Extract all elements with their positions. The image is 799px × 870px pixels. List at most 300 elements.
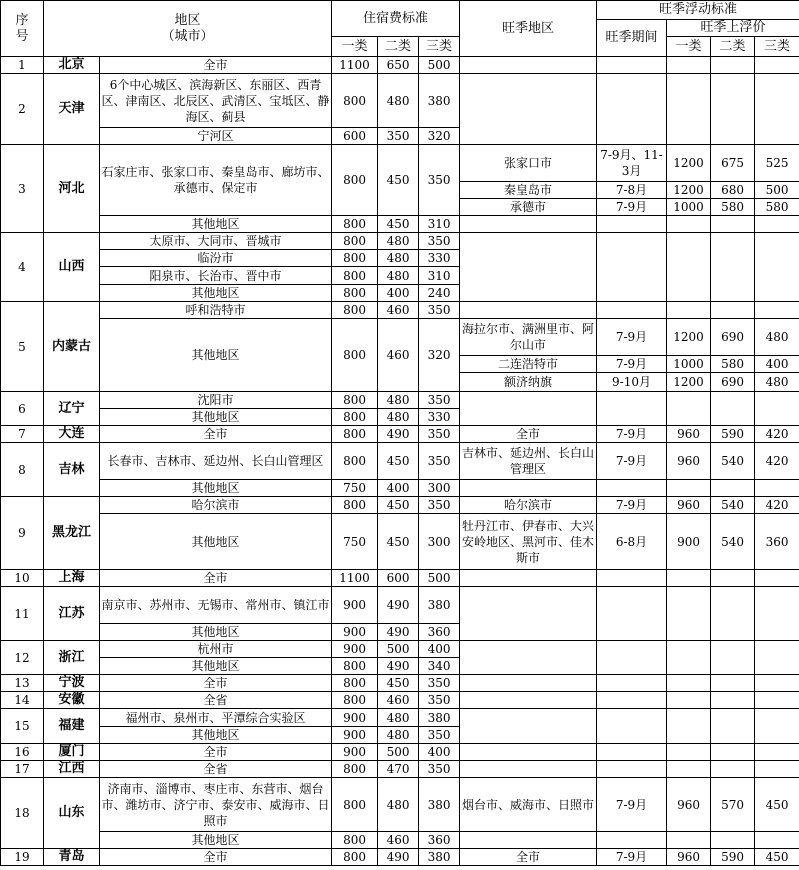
peak-class1-empty — [667, 216, 711, 233]
row-province: 上海 — [44, 570, 100, 587]
row-province: 山西 — [44, 233, 100, 302]
peak-class1-empty — [667, 744, 711, 761]
row-area: 其他地区 — [100, 624, 332, 641]
row-class2: 460 — [378, 302, 419, 319]
peak-region-empty — [460, 233, 597, 302]
row-class2: 600 — [378, 570, 419, 587]
peak-class1-empty — [667, 392, 711, 426]
row-seq: 16 — [1, 744, 44, 761]
row-class2: 480 — [378, 250, 419, 267]
row-class3: 330 — [419, 409, 460, 426]
table-row — [1, 216, 799, 233]
peak-class3: 360 — [755, 514, 799, 570]
peak-period: 7-9月 — [597, 849, 667, 866]
row-province: 内蒙古 — [44, 302, 100, 392]
row-class2: 460 — [378, 832, 419, 849]
row-seq: 2 — [1, 74, 44, 145]
header-peak-class1: 一类 — [667, 37, 711, 57]
row-class1: 800 — [332, 302, 378, 319]
peak-class2: 540 — [711, 514, 755, 570]
row-class3: 350 — [419, 497, 460, 514]
peak-class1-empty — [667, 57, 711, 74]
peak-period: 7-9月 — [597, 497, 667, 514]
peak-class1-empty — [667, 675, 711, 692]
peak-region-empty — [460, 57, 597, 74]
row-class2: 490 — [378, 426, 419, 443]
table-row — [1, 832, 799, 849]
row-seq: 13 — [1, 675, 44, 692]
row-seq: 1 — [1, 57, 44, 74]
row-class3: 350 — [419, 443, 460, 480]
row-class3: 500 — [419, 570, 460, 587]
peak-class2-empty — [711, 832, 755, 849]
peak-class1: 1200 — [667, 182, 711, 199]
peak-period: 7-9月、11-3月 — [597, 145, 667, 182]
peak-region-empty — [460, 587, 597, 641]
peak-class3-empty — [755, 692, 799, 709]
row-area: 全市 — [100, 744, 332, 761]
peak-period-empty — [597, 233, 667, 302]
peak-class3: 525 — [755, 145, 799, 182]
peak-class2-empty — [711, 480, 755, 497]
peak-period: 7-9月 — [597, 356, 667, 373]
row-class1: 800 — [332, 497, 378, 514]
row-class3: 310 — [419, 216, 460, 233]
peak-period-empty — [597, 675, 667, 692]
peak-class2: 580 — [711, 199, 755, 216]
row-class3: 380 — [419, 74, 460, 128]
row-class3: 340 — [419, 658, 460, 675]
row-class1: 800 — [332, 409, 378, 426]
peak-class1-empty — [667, 233, 711, 302]
header-peak-region: 旺季地区 — [460, 1, 597, 57]
row-province: 厦门 — [44, 744, 100, 761]
row-class2: 490 — [378, 587, 419, 624]
row-area: 全市 — [100, 849, 332, 866]
peak-region: 全市 — [460, 849, 597, 866]
row-seq: 4 — [1, 233, 44, 302]
peak-class2-empty — [711, 302, 755, 319]
peak-period-empty — [597, 587, 667, 641]
row-seq: 5 — [1, 302, 44, 392]
row-class3: 350 — [419, 761, 460, 778]
peak-class1-empty — [667, 480, 711, 497]
peak-period-empty — [597, 570, 667, 587]
peak-region: 吉林市、延边州、长白山管理区 — [460, 443, 597, 480]
row-class2: 460 — [378, 692, 419, 709]
peak-region-empty — [460, 480, 597, 497]
row-class3: 310 — [419, 267, 460, 285]
row-class2: 480 — [378, 233, 419, 250]
table-row — [1, 443, 799, 480]
row-class1: 800 — [332, 267, 378, 285]
peak-class2: 580 — [711, 356, 755, 373]
row-class1: 800 — [332, 761, 378, 778]
peak-class1: 1200 — [667, 145, 711, 182]
header-lodging: 住宿费标准 — [332, 1, 460, 37]
peak-class1-empty — [667, 692, 711, 709]
row-area: 其他地区 — [100, 832, 332, 849]
peak-region: 二连浩特市 — [460, 356, 597, 373]
peak-period-empty — [597, 57, 667, 74]
peak-class3-empty — [755, 57, 799, 74]
row-class2: 480 — [378, 778, 419, 832]
peak-class3-empty — [755, 761, 799, 778]
row-class3: 240 — [419, 285, 460, 302]
peak-period-empty — [597, 480, 667, 497]
row-class2: 500 — [378, 744, 419, 761]
peak-class1: 900 — [667, 514, 711, 570]
peak-period-empty — [597, 744, 667, 761]
row-class2: 450 — [378, 145, 419, 216]
peak-class3-empty — [755, 392, 799, 426]
peak-class1-empty — [667, 570, 711, 587]
table-row — [1, 744, 799, 761]
row-class3: 300 — [419, 514, 460, 570]
row-class1: 800 — [332, 74, 378, 128]
row-seq: 7 — [1, 426, 44, 443]
row-class2: 400 — [378, 285, 419, 302]
peak-class2: 570 — [711, 778, 755, 832]
row-class1: 800 — [332, 426, 378, 443]
peak-region-empty — [460, 692, 597, 709]
peak-class1: 960 — [667, 778, 711, 832]
row-class1: 1100 — [332, 57, 378, 74]
row-seq: 17 — [1, 761, 44, 778]
peak-class2-empty — [711, 216, 755, 233]
row-class2: 500 — [378, 641, 419, 658]
row-class3: 380 — [419, 709, 460, 727]
row-class1: 800 — [332, 233, 378, 250]
peak-period-empty — [597, 709, 667, 744]
row-class3: 350 — [419, 727, 460, 744]
peak-class2-empty — [711, 675, 755, 692]
peak-class3: 480 — [755, 319, 799, 356]
peak-region: 烟台市、威海市、日照市 — [460, 778, 597, 832]
row-province: 辽宁 — [44, 392, 100, 426]
row-province: 宁波 — [44, 675, 100, 692]
row-area: 哈尔滨市 — [100, 497, 332, 514]
row-area: 阳泉市、长治市、晋中市 — [100, 267, 332, 285]
row-class1: 800 — [332, 675, 378, 692]
row-province: 山东 — [44, 778, 100, 849]
row-area: 临汾市 — [100, 250, 332, 267]
row-province: 北京 — [44, 57, 100, 74]
table-row — [1, 675, 799, 692]
peak-region: 额济纳旗 — [460, 373, 597, 392]
peak-class2: 680 — [711, 182, 755, 199]
row-area: 其他地区 — [100, 285, 332, 302]
row-seq: 14 — [1, 692, 44, 709]
peak-period: 7-9月 — [597, 199, 667, 216]
row-class2: 480 — [378, 74, 419, 128]
row-class2: 650 — [378, 57, 419, 74]
table-row — [1, 302, 799, 319]
row-class2: 450 — [378, 514, 419, 570]
peak-class2: 590 — [711, 426, 755, 443]
row-seq: 9 — [1, 497, 44, 570]
header-region — [44, 1, 332, 57]
peak-class3-empty — [755, 641, 799, 675]
peak-region-empty — [460, 761, 597, 778]
peak-region-empty — [460, 302, 597, 319]
row-class1: 750 — [332, 480, 378, 497]
row-class1: 800 — [332, 392, 378, 409]
peak-class3: 450 — [755, 849, 799, 866]
row-class3: 350 — [419, 233, 460, 250]
peak-class3: 450 — [755, 778, 799, 832]
row-class3: 350 — [419, 675, 460, 692]
peak-region: 全市 — [460, 426, 597, 443]
row-class2: 480 — [378, 727, 419, 744]
peak-period-empty — [597, 641, 667, 675]
row-class1: 900 — [332, 624, 378, 641]
row-class2: 450 — [378, 675, 419, 692]
peak-class2-empty — [711, 74, 755, 145]
peak-class3-empty — [755, 587, 799, 641]
peak-period-empty — [597, 74, 667, 145]
row-class1: 800 — [332, 216, 378, 233]
row-class1: 1100 — [332, 570, 378, 587]
peak-region-empty — [460, 832, 597, 849]
header-class2: 二类 — [378, 37, 419, 57]
row-class3: 380 — [419, 849, 460, 866]
peak-class1: 1000 — [667, 199, 711, 216]
table-row — [1, 514, 799, 570]
row-area: 其他地区 — [100, 216, 332, 233]
peak-class2: 690 — [711, 373, 755, 392]
peak-class3-empty — [755, 675, 799, 692]
peak-period-empty — [597, 302, 667, 319]
peak-class3: 580 — [755, 199, 799, 216]
row-class1: 800 — [332, 285, 378, 302]
row-seq: 6 — [1, 392, 44, 426]
row-class3: 380 — [419, 778, 460, 832]
row-class3: 350 — [419, 302, 460, 319]
peak-class3: 420 — [755, 426, 799, 443]
table-row — [1, 74, 799, 128]
row-class1: 900 — [332, 727, 378, 744]
row-area: 济南市、淄博市、枣庄市、东营市、烟台市、潍坊市、济宁市、泰安市、威海市、日照市 — [100, 778, 332, 832]
peak-class2-empty — [711, 692, 755, 709]
peak-period-empty — [597, 832, 667, 849]
row-area: 长春市、吉林市、延边州、长白山管理区 — [100, 443, 332, 480]
peak-region: 牡丹江市、伊春市、大兴安岭地区、黑河市、佳木斯市 — [460, 514, 597, 570]
row-class1: 800 — [332, 250, 378, 267]
row-area: 其他地区 — [100, 514, 332, 570]
row-class3: 350 — [419, 692, 460, 709]
table-row — [1, 145, 799, 182]
row-class2: 350 — [378, 128, 419, 145]
row-class2: 490 — [378, 624, 419, 641]
peak-class2: 690 — [711, 319, 755, 356]
peak-class3-empty — [755, 216, 799, 233]
peak-class2-empty — [711, 392, 755, 426]
row-class2: 450 — [378, 216, 419, 233]
peak-period: 7-9月 — [597, 319, 667, 356]
peak-class2-empty — [711, 233, 755, 302]
peak-period-empty — [597, 392, 667, 426]
peak-class2-empty — [711, 761, 755, 778]
row-class2: 480 — [378, 392, 419, 409]
peak-class3: 420 — [755, 497, 799, 514]
row-class1: 900 — [332, 587, 378, 624]
peak-period: 7-9月 — [597, 426, 667, 443]
table-row — [1, 497, 799, 514]
peak-class3: 400 — [755, 356, 799, 373]
peak-region-empty — [460, 570, 597, 587]
header-peak-class3: 三类 — [755, 37, 799, 57]
row-class3: 360 — [419, 832, 460, 849]
row-area: 其他地区 — [100, 727, 332, 744]
row-class2: 450 — [378, 443, 419, 480]
peak-region: 海拉尔市、满洲里市、阿尔山市 — [460, 319, 597, 356]
row-area: 沈阳市 — [100, 392, 332, 409]
row-class1: 900 — [332, 709, 378, 727]
row-class2: 450 — [378, 497, 419, 514]
peak-class1: 1200 — [667, 373, 711, 392]
row-class1: 800 — [332, 849, 378, 866]
table-row — [1, 849, 799, 866]
peak-class3: 500 — [755, 182, 799, 199]
header-class1: 一类 — [332, 37, 378, 57]
table-row — [1, 233, 799, 250]
row-class1: 800 — [332, 145, 378, 216]
header-seq-top: 序 — [15, 12, 29, 28]
peak-region-empty — [460, 392, 597, 426]
peak-class2: 590 — [711, 849, 755, 866]
row-province: 天津 — [44, 74, 100, 145]
row-province: 安徽 — [44, 692, 100, 709]
row-class3: 320 — [419, 128, 460, 145]
row-class2: 490 — [378, 849, 419, 866]
peak-class2-empty — [711, 744, 755, 761]
peak-class1: 1200 — [667, 319, 711, 356]
row-province: 江苏 — [44, 587, 100, 641]
row-area: 其他地区 — [100, 658, 332, 675]
peak-class3: 480 — [755, 373, 799, 392]
row-area: 太原市、大同市、晋城市 — [100, 233, 332, 250]
row-class3: 400 — [419, 641, 460, 658]
peak-class1-empty — [667, 709, 711, 744]
row-class3: 360 — [419, 624, 460, 641]
table-row — [1, 480, 799, 497]
peak-class3-empty — [755, 744, 799, 761]
row-class2: 400 — [378, 480, 419, 497]
row-area: 石家庄市、张家口市、秦皇岛市、廊坊市、承德市、保定市 — [100, 145, 332, 216]
peak-region-empty — [460, 744, 597, 761]
row-area: 全市 — [100, 570, 332, 587]
row-class3: 330 — [419, 250, 460, 267]
row-class1: 900 — [332, 744, 378, 761]
row-area: 全省 — [100, 761, 332, 778]
row-area: 南京市、苏州市、无锡市、常州市、镇江市 — [100, 587, 332, 624]
row-area: 呼和浩特市 — [100, 302, 332, 319]
row-class2: 480 — [378, 409, 419, 426]
header-class3: 三类 — [419, 37, 460, 57]
peak-region-empty — [460, 675, 597, 692]
header-seq-bottom: 号 — [15, 28, 29, 44]
row-class1: 800 — [332, 832, 378, 849]
peak-class2-empty — [711, 709, 755, 744]
peak-period: 7-9月 — [597, 443, 667, 480]
peak-class1-empty — [667, 761, 711, 778]
row-area: 全省 — [100, 692, 332, 709]
peak-class3-empty — [755, 302, 799, 319]
row-seq: 8 — [1, 443, 44, 497]
peak-class3: 420 — [755, 443, 799, 480]
table-row — [1, 570, 799, 587]
peak-class2: 675 — [711, 145, 755, 182]
row-class3: 350 — [419, 145, 460, 216]
row-class3: 320 — [419, 319, 460, 392]
table-row — [1, 319, 799, 356]
row-class3: 350 — [419, 426, 460, 443]
header-peak-float: 旺季浮动标准 — [597, 1, 799, 20]
header-seq — [1, 1, 44, 57]
table-row — [1, 778, 799, 832]
peak-period-empty — [597, 216, 667, 233]
header-peak-period: 旺季期间 — [597, 20, 667, 57]
row-class2: 490 — [378, 658, 419, 675]
peak-class3-empty — [755, 74, 799, 145]
row-seq: 15 — [1, 709, 44, 744]
table-row — [1, 761, 799, 778]
row-class1: 600 — [332, 128, 378, 145]
peak-region-empty — [460, 641, 597, 675]
peak-class2-empty — [711, 570, 755, 587]
row-class1: 800 — [332, 778, 378, 832]
row-class2: 460 — [378, 319, 419, 392]
header-peak-class2: 二类 — [711, 37, 755, 57]
row-area: 全市 — [100, 426, 332, 443]
row-province: 浙江 — [44, 641, 100, 675]
row-province: 青岛 — [44, 849, 100, 866]
row-area: 其他地区 — [100, 480, 332, 497]
row-province: 河北 — [44, 145, 100, 233]
row-area: 宁河区 — [100, 128, 332, 145]
peak-class2-empty — [711, 587, 755, 641]
row-class1: 800 — [332, 443, 378, 480]
peak-period: 9-10月 — [597, 373, 667, 392]
peak-class1-empty — [667, 74, 711, 145]
peak-class2-empty — [711, 641, 755, 675]
header-region-bottom: （城市） — [161, 28, 214, 44]
peak-period-empty — [597, 692, 667, 709]
row-seq: 10 — [1, 570, 44, 587]
row-area: 全市 — [100, 57, 332, 74]
row-class3: 380 — [419, 587, 460, 624]
row-class1: 800 — [332, 692, 378, 709]
peak-class1: 960 — [667, 497, 711, 514]
row-seq: 18 — [1, 778, 44, 849]
peak-class3-empty — [755, 570, 799, 587]
row-class3: 400 — [419, 744, 460, 761]
row-class3: 500 — [419, 57, 460, 74]
peak-region: 秦皇岛市 — [460, 182, 597, 199]
peak-class1-empty — [667, 641, 711, 675]
peak-region: 承德市 — [460, 199, 597, 216]
peak-class1-empty — [667, 832, 711, 849]
row-class1: 900 — [332, 641, 378, 658]
table-row — [1, 641, 799, 658]
table-row — [1, 57, 799, 74]
row-seq: 19 — [1, 849, 44, 866]
row-province: 大连 — [44, 426, 100, 443]
row-area: 福州市、泉州市、平潭综合实验区 — [100, 709, 332, 727]
peak-class2-empty — [711, 57, 755, 74]
peak-class1: 960 — [667, 849, 711, 866]
